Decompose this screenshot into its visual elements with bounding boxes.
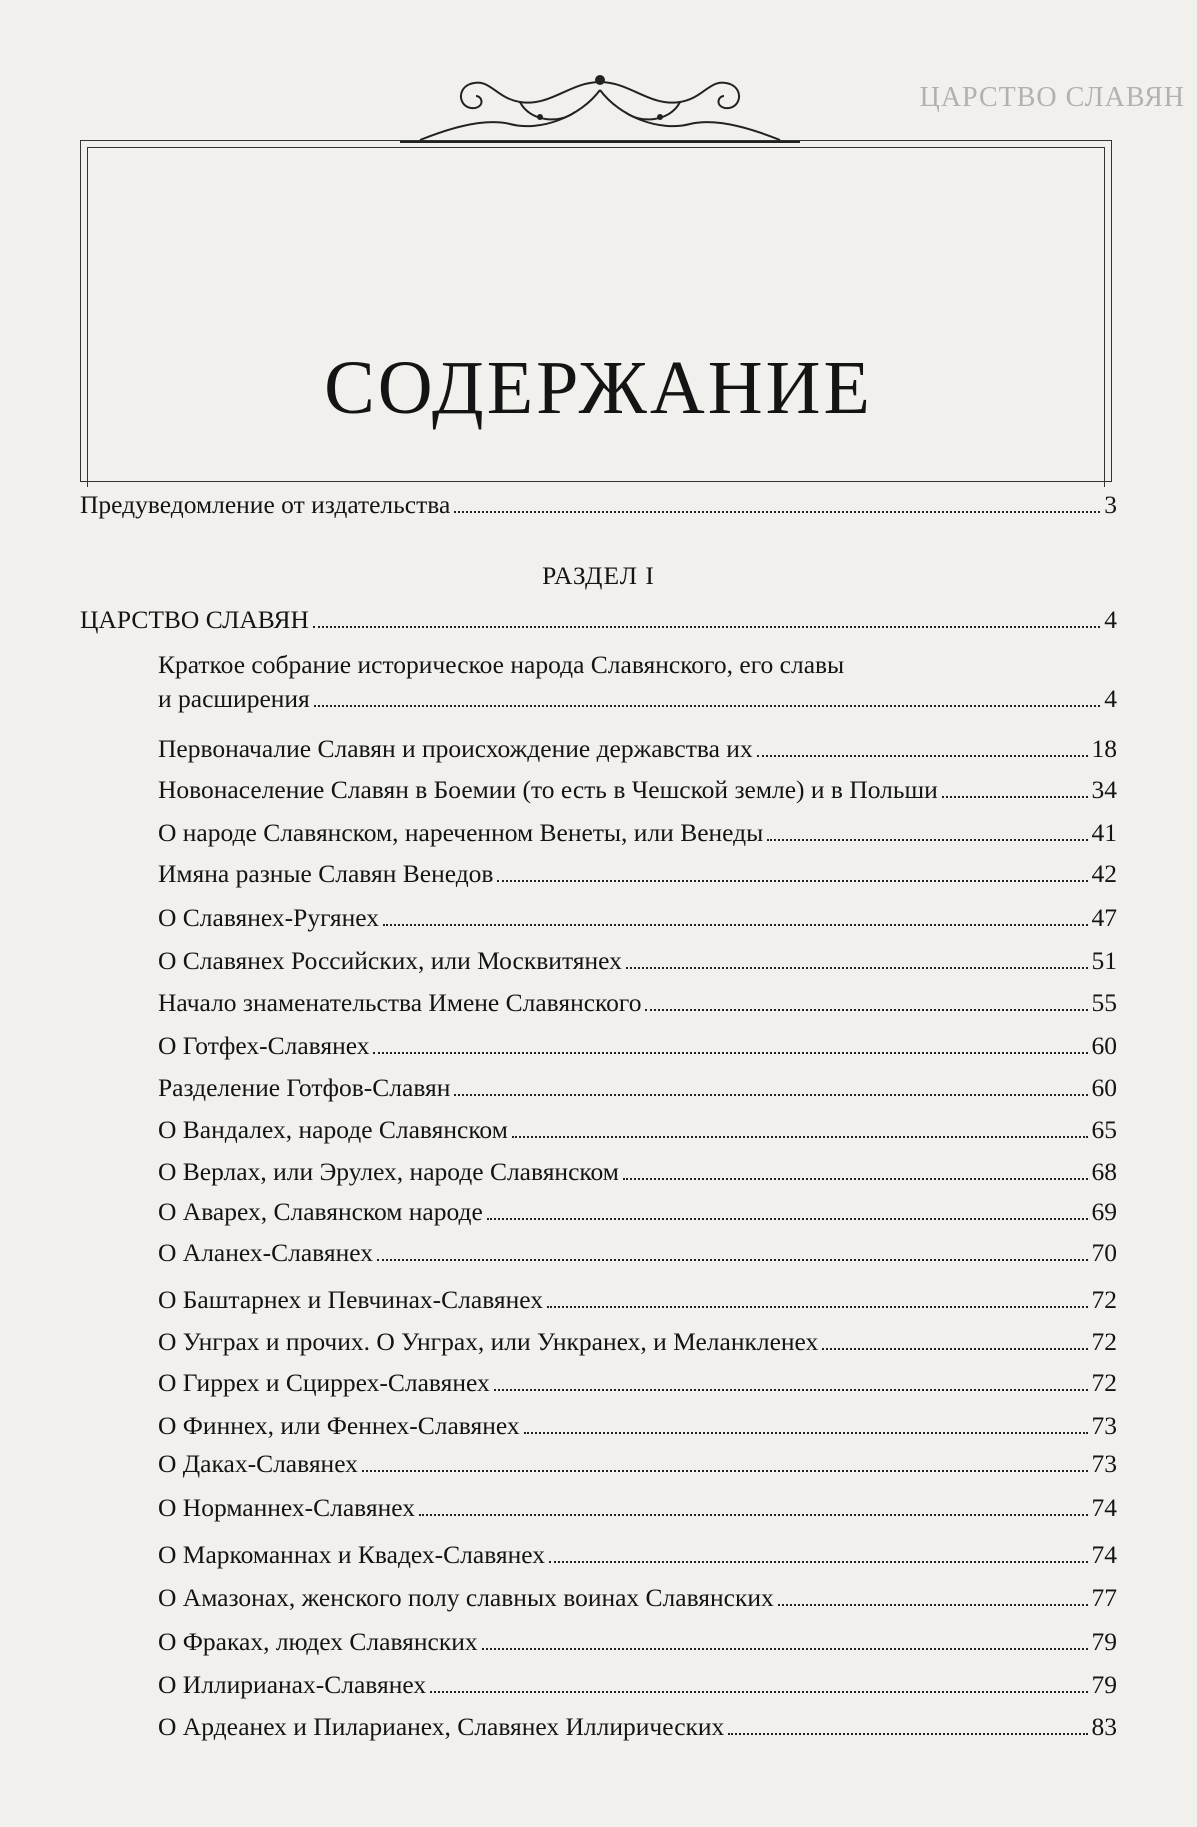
- toc-entry-preface[interactable]: [80, 490, 1117, 520]
- toc-entry-title: ЦАРСТВО СЛАВЯН: [80, 605, 309, 634]
- toc-entry-page: 74: [1091, 1540, 1117, 1569]
- toc-entry[interactable]: [158, 1197, 1117, 1227]
- dot-leader: [524, 1432, 1088, 1434]
- toc-entry-title: О Баштарнех и Певчинах-Славянех: [158, 1285, 544, 1314]
- toc-entry-page: 77: [1091, 1583, 1117, 1612]
- dot-leader: [778, 1604, 1088, 1606]
- toc-entry-title: О Славянех Российских, или Москвитянех: [158, 946, 622, 975]
- toc-entry[interactable]: [158, 1327, 1117, 1357]
- dot-leader: [373, 1052, 1087, 1054]
- toc-entry-title: О Норманнех-Славянех: [158, 1493, 415, 1522]
- section-heading: РАЗДЕЛ I: [542, 561, 655, 590]
- dot-leader: [487, 1218, 1088, 1220]
- toc-entry-page: 73: [1091, 1449, 1117, 1478]
- toc-entry[interactable]: [158, 946, 1117, 976]
- dot-leader: [419, 1514, 1088, 1516]
- page-title: СОДЕРЖАНИЕ: [324, 346, 873, 430]
- toc-entry[interactable]: [158, 1368, 1117, 1398]
- ornament-icon: [400, 62, 800, 162]
- dot-leader: [822, 1348, 1087, 1350]
- toc-entry[interactable]: [158, 1238, 1117, 1268]
- toc-entry[interactable]: [158, 859, 1117, 889]
- toc-entry[interactable]: [158, 903, 1117, 933]
- toc-entry-page: 72: [1091, 1368, 1117, 1397]
- toc-entry[interactable]: [158, 1712, 1117, 1742]
- toc-entry[interactable]: [158, 1157, 1117, 1187]
- toc-entry-part[interactable]: [80, 605, 1117, 635]
- dot-leader: [494, 1389, 1088, 1391]
- dot-leader: [626, 967, 1088, 969]
- toc-entry[interactable]: [158, 1583, 1117, 1613]
- dot-leader: [512, 1136, 1088, 1138]
- toc-entry-page: 83: [1091, 1712, 1117, 1741]
- toc-entry-title-line: Краткое собрание историческое народа Славянского, его славы: [158, 650, 845, 679]
- toc-entry[interactable]: [158, 1449, 1117, 1479]
- dot-leader: [497, 880, 1087, 882]
- toc-entry-title: О Славянех-Ругянех: [158, 903, 380, 932]
- toc-entry-title: Предуведомление от издательства: [80, 490, 451, 519]
- dot-leader: [547, 1306, 1087, 1308]
- dot-leader: [313, 626, 1100, 628]
- dot-leader: [383, 924, 1087, 926]
- toc-entry-title: О Гиррех и Сциррех-Славянех: [158, 1368, 490, 1397]
- toc-entry-page: 60: [1091, 1031, 1117, 1060]
- toc-entry-page: 72: [1091, 1285, 1117, 1314]
- toc-entry-title: О Вандалех, народе Славянском: [158, 1115, 508, 1144]
- toc-entry-page: 42: [1091, 859, 1117, 888]
- toc-entry-title: О Готфех-Славянех: [158, 1031, 370, 1060]
- toc-entry-title: О народе Славянском, нареченном Венеты, или Венеды: [158, 818, 764, 847]
- toc-entry-page: 47: [1091, 903, 1117, 932]
- toc-entry-page: 74: [1091, 1493, 1117, 1522]
- toc-entry[interactable]: [158, 1115, 1117, 1145]
- toc-entry-page: 79: [1091, 1670, 1117, 1699]
- toc-entry-title: Начало знаменательства Имене Славянского: [158, 988, 642, 1017]
- toc-entry-title: О Аварех, Славянском народе: [158, 1197, 483, 1226]
- toc-entry-title: О Финнех, или Феннех-Славянех: [158, 1411, 520, 1440]
- dot-leader: [645, 1009, 1087, 1011]
- toc-entry-title: О Амазонах, женского полу славных воинах Славянских: [158, 1583, 774, 1612]
- toc-entry-page: 4: [1104, 684, 1117, 713]
- toc-entry-page: 60: [1091, 1073, 1117, 1102]
- dot-leader: [377, 1259, 1088, 1261]
- dot-leader: [942, 796, 1088, 798]
- dot-leader: [757, 755, 1088, 757]
- toc-entry-page: 69: [1091, 1197, 1117, 1226]
- running-head: ЦАРСТВО СЛАВЯН: [919, 82, 1185, 113]
- toc-entry-title: Первоначалие Славян и происхождение державства их: [158, 734, 753, 763]
- toc-entry-page: 34: [1091, 775, 1117, 804]
- toc-entry[interactable]: [158, 1540, 1117, 1570]
- dot-leader: [623, 1178, 1088, 1180]
- toc-entry-title: О Ардеанех и Пиларианех, Славянех Иллирических: [158, 1712, 725, 1741]
- dot-leader: [549, 1561, 1087, 1563]
- toc-entry-title: Имяна разные Славян Венедов: [158, 859, 494, 888]
- toc-entry[interactable]: [158, 1670, 1117, 1700]
- toc-entry[interactable]: [158, 988, 1117, 1018]
- toc-entry-page: 51: [1091, 946, 1117, 975]
- dot-leader: [767, 839, 1087, 841]
- toc-entry-page: 79: [1091, 1627, 1117, 1656]
- toc-entry-title: и расширения: [158, 684, 310, 713]
- dot-leader: [482, 1648, 1088, 1650]
- toc-entry-page: 18: [1091, 734, 1117, 763]
- dot-leader: [728, 1733, 1087, 1735]
- toc-entry[interactable]: [158, 650, 1117, 714]
- toc-entry-title: Новонаселение Славян в Боемии (то есть в Чешской земле) и в Польши: [158, 775, 938, 804]
- toc-entry-page: 4: [1104, 605, 1117, 634]
- toc-entry-title: О Фраках, людех Славянских: [158, 1627, 478, 1656]
- toc-entry-page: 68: [1091, 1157, 1117, 1186]
- dot-leader: [430, 1691, 1087, 1693]
- toc-entry[interactable]: [158, 734, 1117, 764]
- toc-entry[interactable]: [158, 1073, 1117, 1103]
- toc-entry[interactable]: [158, 818, 1117, 848]
- toc-entry-page: 73: [1091, 1411, 1117, 1440]
- dot-leader: [362, 1470, 1088, 1472]
- toc-entry[interactable]: [158, 1493, 1117, 1523]
- toc-entry-page: 41: [1091, 818, 1117, 847]
- toc-entry-page: 72: [1091, 1327, 1117, 1356]
- toc-entry-title: О Даках-Славянех: [158, 1449, 358, 1478]
- toc-entry-page: 3: [1104, 490, 1117, 519]
- toc-entry-title: О Аланех-Славянех: [158, 1238, 373, 1267]
- toc-entry-page: 55: [1091, 988, 1117, 1017]
- toc-entry[interactable]: [158, 1285, 1117, 1315]
- toc-entry-title: О Унграх и прочих. О Унграх, или Ункранех, и Меланкленех: [158, 1327, 819, 1356]
- toc-entry-title: О Верлах, или Эрулех, народе Славянском: [158, 1157, 619, 1186]
- toc-entry[interactable]: [158, 1031, 1117, 1061]
- toc-entry[interactable]: [158, 1627, 1117, 1657]
- dot-leader: [454, 1094, 1087, 1096]
- toc-entry[interactable]: [158, 775, 1117, 805]
- toc-entry-title: Разделение Готфов-Славян: [158, 1073, 451, 1102]
- toc-entry-title: О Маркоманнах и Квадех-Славянех: [158, 1540, 546, 1569]
- toc-entry-page: 70: [1091, 1238, 1117, 1267]
- toc-entry[interactable]: [158, 1411, 1117, 1441]
- dot-leader: [314, 705, 1100, 707]
- dot-leader: [454, 511, 1100, 513]
- toc-entry-page: 65: [1091, 1115, 1117, 1144]
- toc-entry-title: О Иллирианах-Славянех: [158, 1670, 427, 1699]
